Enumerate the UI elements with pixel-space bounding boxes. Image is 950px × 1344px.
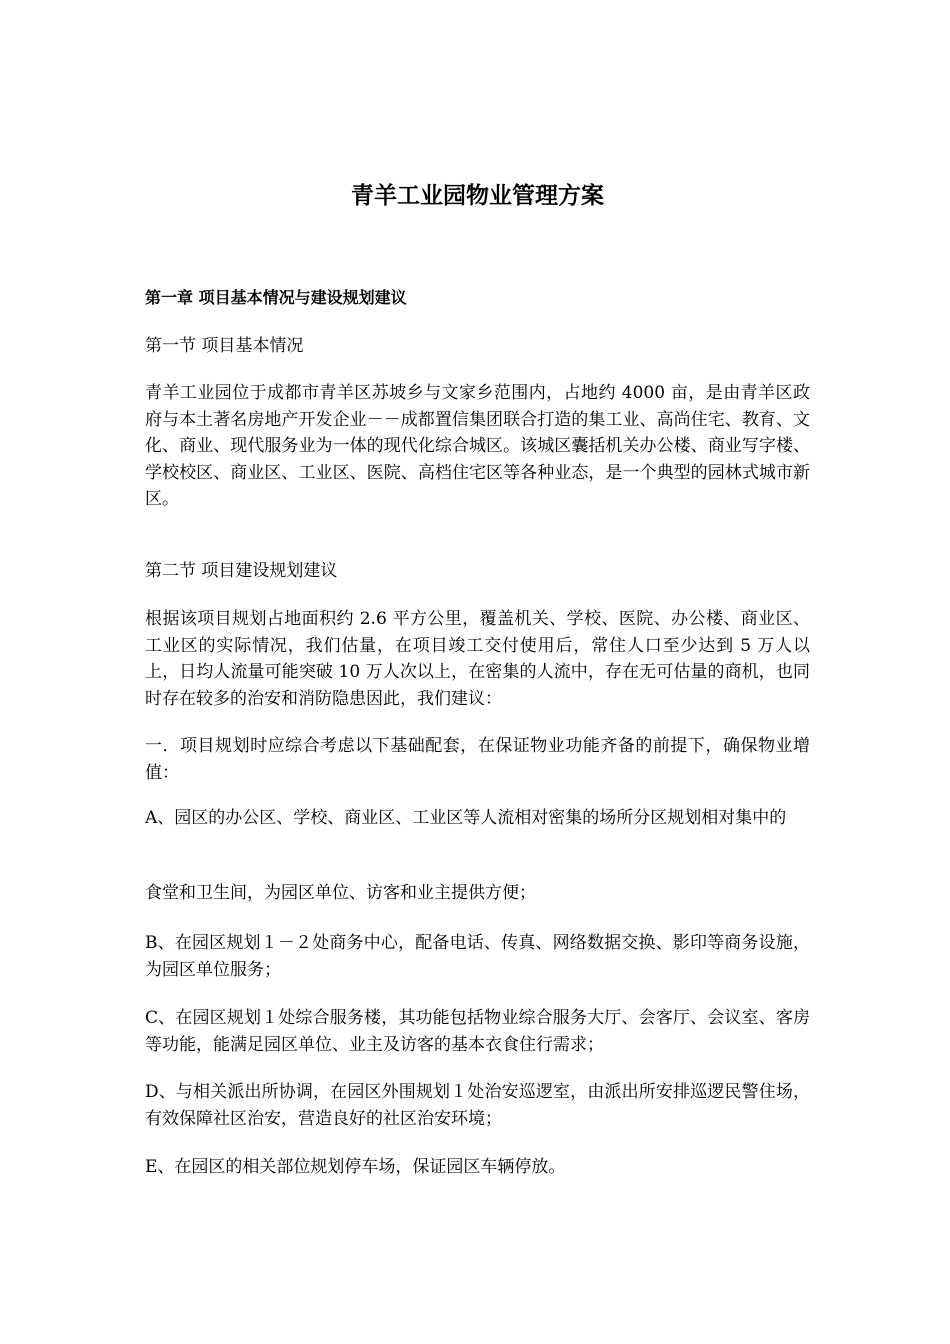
list-item: C、在园区规划１处综合服务楼，其功能包括物业综合服务大厅、会客厅、会议室、客房等功能，能满足园区单位、业主及访客的基本衣食住行需求； (145, 1008, 810, 1055)
list-item: D、与相关派出所协调，在园区外围规划１处治安巡逻室，由派出所安排巡逻民警住场，有效保障社区治安，营造良好的社区治安环境； (145, 1082, 810, 1129)
document-title: 青羊工业园物业管理方案 (351, 183, 604, 209)
body-paragraph: 根据该项目规划占地面积约 2.6 平方公里，覆盖机关、学校、医院、办公楼、商业区、工业区的实际情况，我们估量，在项目竣工交付使用后，常住人口至少达到 5 万人以上，日均人流量可能突破 10 万人次以上，在密集的人流中，存在无可估量的商机，也同时存在较多的治安和消防隐患因此，我们建议： (145, 609, 810, 709)
list-item: 一．项目规划时应综合考虑以下基础配套，在保证物业功能齐备的前提下，确保物业增值： (145, 736, 810, 783)
list-item: E、在园区的相关部位规划停车场，保证园区车辆停放。 (145, 1157, 566, 1177)
chapter-heading: 第一章 项目基本情况与建设规划建议 (145, 288, 407, 307)
section-heading: 第一节 项目基本情况 (145, 336, 304, 356)
list-item: B、在园区规划１－２处商务中心，配备电话、传真、网络数据交换、影印等商务设施，为园区单位服务； (145, 933, 810, 980)
body-paragraph: 青羊工业园位于成都市青羊区苏坡乡与文家乡范围内，占地约 4000 亩，是由青羊区政府与本土著名房地产开发企业－－成都置信集团联合打造的集工业、高尚住宅、教育、文化、商业、现代服务业为一体的现代化综合城区。该城区囊括机关办公楼、商业写字楼、学校校区、商业区、工业区、医院、高档住宅区等各种业态，是一个典型的园林式城市新区。 (145, 383, 810, 509)
section-heading: 第二节 项目建设规划建议 (145, 561, 338, 581)
list-item-continuation: 食堂和卫生间，为园区单位、访客和业主提供方便； (145, 883, 536, 903)
list-item: A、园区的办公区、学校、商业区、工业区等人流相对密集的场所分区规划相对集中的 (145, 808, 787, 828)
